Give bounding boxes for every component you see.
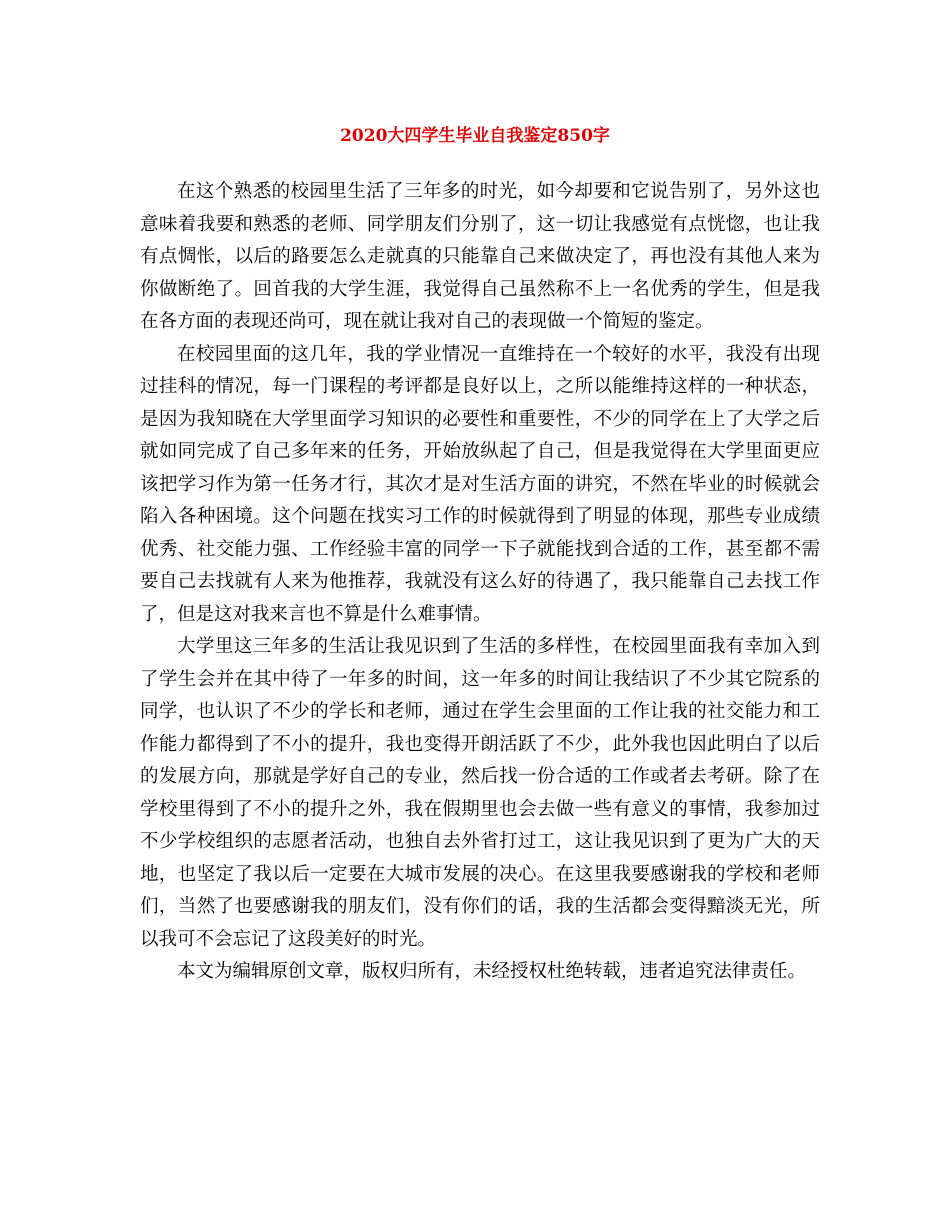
paragraph-academics: 在校园里面的这几年，我的学业情况一直维持在一个较好的水平，我没有出现过挂科的情况，每一门课程的考评都是良好以上，之所以能维持这样的一种状态，是因为我知晓在大学里面学习知识的必要性和重要性，不少的同学在上了大学之后就如同完成了自己多年来的任务，开始放纵起了自己，但是我觉得在大学里面更应该把学习作为第一任务才行，其次才是对生活方面的讲究，不然在毕业的时候就会陷入各种困境。这个问题在找实习工作的时候就得到了明显的体现，那些专业成绩优秀、社交能力强、工作经验丰富的同学一下子就能找到合适的工作，甚至都不需要自己去找就有人来为他推荐，我就没有这么好的待遇了，我只能靠自己去找工作了，但是这对我来言也不算是什么难事情。	[140, 343, 820, 625]
document-body	[140, 176, 820, 989]
document-title: 2020大四学生毕业自我鉴定850字	[340, 126, 610, 146]
paragraph-activities: 大学里这三年多的生活让我见识到了生活的多样性，在校园里面我有幸加入到了学生会并在其中待了一年多的时间，这一年多的时间让我结识了不少其它院系的同学，也认识了不少的学长和老师，通过在学生会里面的工作让我的社交能力和工作能力都得到了不小的提升，我也变得开朗活跃了不少，此外我也因此明白了以后的发展方向，那就是学好自己的专业，然后找一份合适的工作或者去考研。除了在学校里得到了不小的提升之外，我在假期里也会去做一些有意义的事情，我参加过不少学校组织的志愿者活动，也独自去外省打过工，这让我见识到了更为广大的天地，也坚定了我以后一定要在大城市发展的决心。在这里我要感谢我的学校和老师们，当然了也要感谢我的朋友们，没有你们的话，我的生活都会变得黯淡无光，所以我可不会忘记了这段美好的时光。	[140, 636, 820, 950]
copyright-notice: 本文为编辑原创文章，版权归所有，未经授权杜绝转载，违者追究法律责任。	[177, 961, 807, 982]
paragraph-intro: 在这个熟悉的校园里生活了三年多的时光，如今却要和它说告别了，另外这也意味着我要和熟悉的老师、同学朋友们分别了，这一切让我感觉有点恍惚，也让我有点惆怅，以后的路要怎么走就真的只能靠自己来做决定了，再也没有其他人来为你做断绝了。回首我的大学生涯，我觉得自己虽然称不上一名优秀的学生，但是我在各方面的表现还尚可，现在就让我对自己的表现做一个简短的鉴定。	[140, 181, 820, 332]
